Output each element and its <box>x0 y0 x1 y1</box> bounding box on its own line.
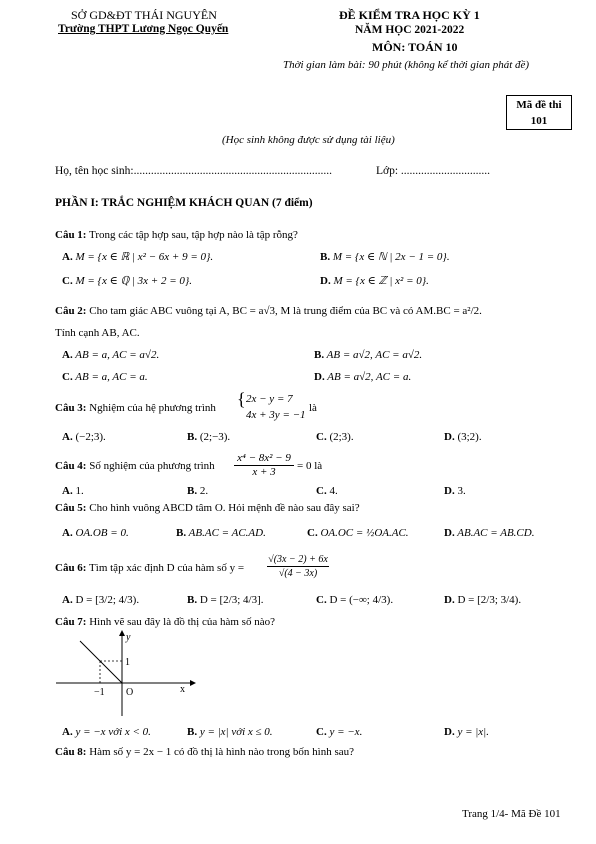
q4-denominator: x + 3 <box>252 466 276 478</box>
part1-title: PHẦN I: TRẮC NGHIỆM KHÁCH QUAN (7 điểm) <box>55 197 313 209</box>
q2-text: Cho tam giác ABC vuông tại A, BC = a√3, M là trung điểm của BC và có AM.BC = a²/2. <box>89 305 482 317</box>
q7-label: Câu 7: <box>55 616 87 628</box>
exam-code-label: Mã đề thi <box>516 99 562 111</box>
dept-name: SỞ GD&ĐT THÁI NGUYÊN <box>71 8 217 22</box>
q5-label: Câu 5: <box>55 502 87 514</box>
q3-tail: là <box>309 402 317 414</box>
q4-tail: = 0 là <box>297 460 323 472</box>
q8-text: Hàm số y = 2x − 1 có đồ thị là hình nào trong bốn hình sau? <box>89 746 354 758</box>
question-3 <box>55 402 216 414</box>
q3-text: Nghiệm của hệ phương trình <box>89 402 216 414</box>
exam-code-box <box>506 95 572 130</box>
q2-option-c: C. AB = a, AC = a. <box>62 371 148 383</box>
no-materials-note: (Học sinh không được sử dụng tài liệu) <box>222 134 395 146</box>
y-axis-arrow-icon <box>119 630 125 636</box>
q6-denominator: √(4 − 3x) <box>278 568 318 579</box>
q7-graph <box>50 628 200 718</box>
question-1 <box>55 229 298 241</box>
q3-system <box>246 391 306 423</box>
question-6 <box>55 562 244 574</box>
school-name: Trường THPT Lương Ngọc Quyến <box>58 23 229 35</box>
x-axis-arrow-icon <box>190 680 196 686</box>
q3-option-d: D. (3;2). <box>444 431 482 443</box>
q2-option-a: A. AB = a, AC = a√2. <box>62 349 160 361</box>
student-name-field: Họ, tên học sinh:..................................................................... <box>55 165 332 177</box>
subject: MÔN: TOÁN 10 <box>372 40 458 54</box>
q4-text: Số nghiệm của phương trình <box>89 460 215 472</box>
q2-text2: Tính cạnh AB, AC. <box>55 327 140 339</box>
q5-option-b: B. AB.AC = AC.AD. <box>176 527 266 539</box>
q6-fraction <box>267 553 329 580</box>
q5-option-a: A. OA.OB = 0. <box>62 527 129 539</box>
q7-option-d: D. y = |x|. <box>444 726 489 738</box>
q1-text: Trong các tập hợp sau, tập hợp nào là tập rỗng? <box>89 229 298 241</box>
q7-option-c: C. y = −x. <box>316 726 363 738</box>
q5-option-c: C. OA.OC = ½OA.AC. <box>307 527 409 539</box>
q4-label: Câu 4: <box>55 460 87 472</box>
q7-text: Hình vẽ sau đây là đồ thị của hàm số nào? <box>89 616 275 628</box>
x-label: x <box>180 684 185 695</box>
q6-option-c: C. D = (−∞; 4/3). <box>316 594 394 606</box>
q4-option-d: D. 3. <box>444 485 466 497</box>
q1-option-b: B. M = {x ∈ ℕ | 2x − 1 = 0}. <box>320 251 450 263</box>
origin-label: O <box>126 687 134 698</box>
q4-numerator: x⁴ − 8x² − 9 <box>234 452 294 466</box>
q3-eq2: 4x + 3y = −1 <box>246 409 306 421</box>
q4-option-a: A. 1. <box>62 485 84 497</box>
q3-eq1: 2x − y = 7 <box>246 393 293 405</box>
school-year: NĂM HỌC 2021-2022 <box>355 24 465 36</box>
q3-label: Câu 3: <box>55 402 87 414</box>
q7-option-a: A. y = −x với x < 0. <box>62 726 151 738</box>
q2-option-d: D. AB = a√2, AC = a. <box>314 371 412 383</box>
question-2 <box>55 305 482 317</box>
question-8 <box>55 746 354 758</box>
q2-option-b: B. AB = a√2, AC = a√2. <box>314 349 423 361</box>
question-5 <box>55 502 360 514</box>
q6-option-a: A. D = [3/2; 4/3). <box>62 594 140 606</box>
exam-time: Thời gian làm bài: 90 phút (không kể thời gian phát đề) <box>283 59 530 71</box>
graph-line <box>80 641 122 683</box>
q5-option-d: D. AB.AC = AB.CD. <box>444 527 535 539</box>
q7-option-b: B. y = |x| với x ≤ 0. <box>187 726 273 738</box>
student-class-field: Lớp: ............................... <box>376 165 491 177</box>
q6-option-b: B. D = [2/3; 4/3]. <box>187 594 264 606</box>
q4-option-c: C. 4. <box>316 485 338 497</box>
q4-option-b: B. 2. <box>187 485 209 497</box>
tick-one: 1 <box>125 657 130 668</box>
q1-option-a: A. M = {x ∈ ℝ | x² − 6x + 9 = 0}. <box>62 251 214 263</box>
q1-option-c: C. M = {x ∈ ℚ | 3x + 2 = 0}. <box>62 275 193 287</box>
q5-text: Cho hình vuông ABCD tâm O. Hỏi mệnh đề nào sau đây sai? <box>89 502 360 514</box>
q3-option-b: B. (2;−3). <box>187 431 231 443</box>
exam-title: ĐỀ KIỂM TRA HỌC KỲ 1 <box>339 8 480 22</box>
y-label: y <box>126 632 131 643</box>
question-4 <box>55 460 215 472</box>
tick-minus-one: −1 <box>94 687 105 698</box>
q1-label: Câu 1: <box>55 229 87 241</box>
q3-brace: { <box>237 389 246 409</box>
q6-text: Tìm tập xác định D của hàm số y = <box>89 562 245 574</box>
q6-option-d: D. D = [2/3; 3/4). <box>444 594 522 606</box>
q2-label: Câu 2: <box>55 305 87 317</box>
q3-option-c: C. (2;3). <box>316 431 354 443</box>
q8-label: Câu 8: <box>55 746 87 758</box>
question-7 <box>55 616 275 628</box>
q1-option-d: D. M = {x ∈ ℤ | x² = 0}. <box>320 275 429 287</box>
q4-fraction <box>234 452 294 479</box>
q6-numerator: √(3x − 2) + 6x <box>268 554 328 565</box>
page-footer: Trang 1/4- Mã Đề 101 <box>462 808 561 820</box>
q3-option-a: A. (−2;3). <box>62 431 106 443</box>
exam-code-value: 101 <box>530 115 548 127</box>
q6-label: Câu 6: <box>55 562 87 574</box>
